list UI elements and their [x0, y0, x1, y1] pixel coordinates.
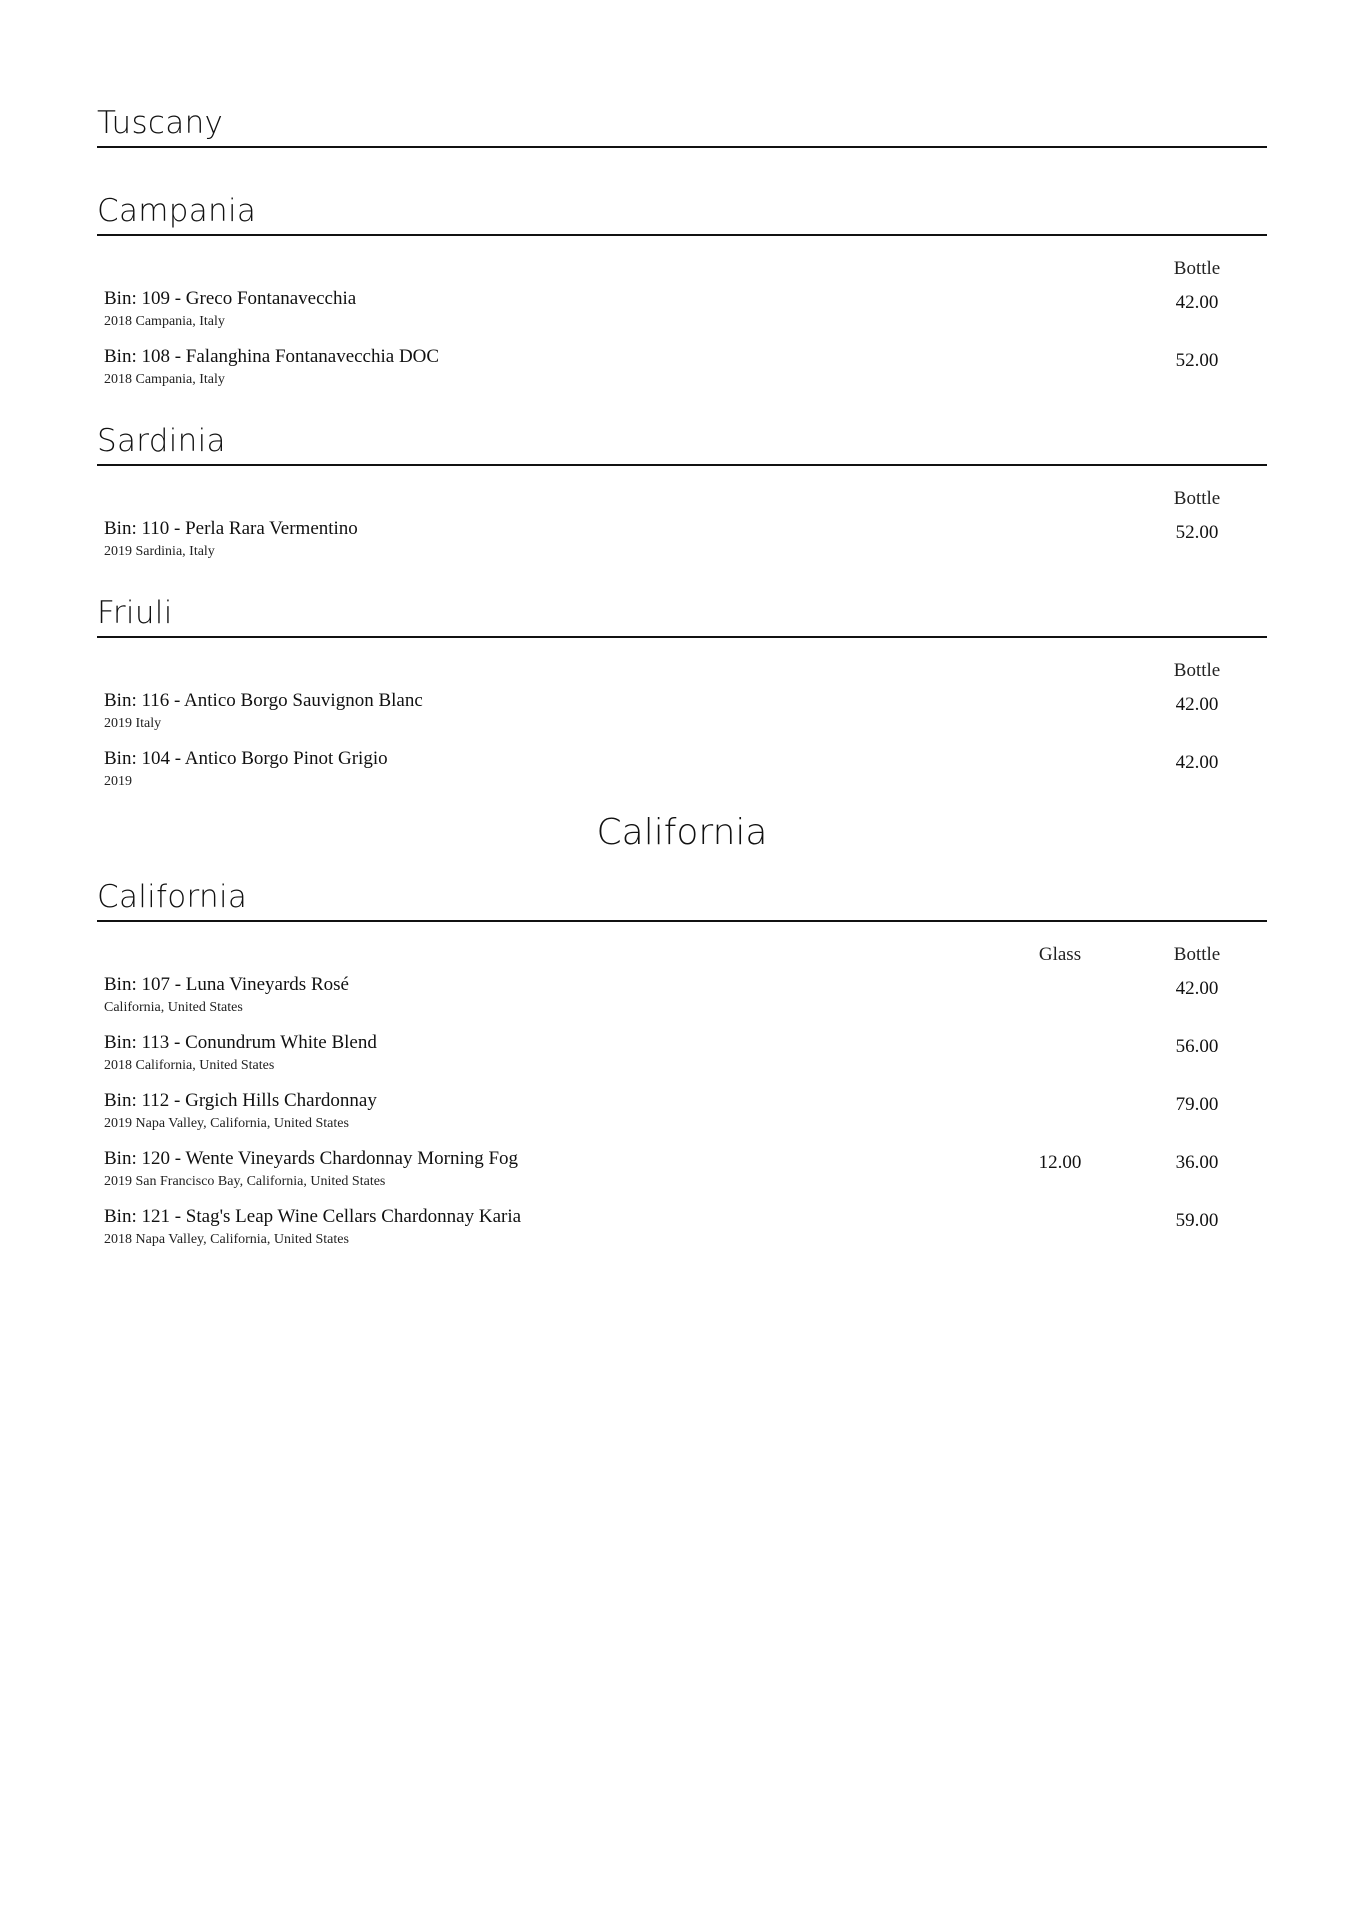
bottle-price: 36.00: [1175, 1152, 1219, 1173]
section-campania: [97, 192, 1267, 402]
wine-origin: California, United States: [104, 1000, 243, 1015]
bottle-column-header: Bottle: [1173, 944, 1221, 965]
wine-table: [97, 660, 1267, 804]
bottle-price: 42.00: [1175, 752, 1219, 773]
wine-row: [97, 516, 1267, 574]
section-california: [97, 878, 1267, 1262]
section-title: California: [97, 878, 1267, 922]
bottle-column-header: Bottle: [1173, 258, 1221, 279]
wine-row: [97, 286, 1267, 344]
section-title: Campania: [97, 192, 1267, 236]
wine-row: [97, 344, 1267, 402]
section-title: Friuli: [97, 594, 1267, 638]
wine-row: [97, 746, 1267, 804]
section-title: Sardinia: [97, 422, 1267, 466]
wine-name: Bin: 113 - Conundrum White Blend: [104, 1032, 377, 1053]
wine-row: [97, 1088, 1267, 1146]
section-tuscany: [97, 104, 1267, 148]
wine-origin: 2019 Italy: [104, 716, 162, 731]
wine-origin: 2018 Campania, Italy: [104, 372, 225, 387]
bottle-price: 79.00: [1175, 1094, 1219, 1115]
wine-table: [97, 488, 1267, 574]
column-headers: [97, 258, 1267, 286]
region-banner-california: California: [596, 812, 768, 853]
bottle-price: 52.00: [1175, 522, 1219, 543]
wine-table: [97, 258, 1267, 402]
glass-column-header: Glass: [1038, 944, 1082, 965]
wine-name: Bin: 109 - Greco Fontanavecchia: [104, 288, 357, 309]
section-sardinia: [97, 422, 1267, 574]
wine-row: [97, 1204, 1267, 1262]
wine-name: Bin: 107 - Luna Vineyards Rosé: [104, 974, 349, 995]
wine-origin: 2018 Napa Valley, California, United States: [104, 1232, 349, 1247]
wine-origin: 2019: [104, 774, 132, 789]
wine-name: Bin: 108 - Falanghina Fontanavecchia DOC: [104, 346, 440, 367]
section-friuli: [97, 594, 1267, 804]
wine-row: [97, 688, 1267, 746]
wine-name: Bin: 121 - Stag's Leap Wine Cellars Chardonnay Karia: [104, 1206, 522, 1227]
wine-origin: 2018 California, United States: [104, 1058, 275, 1073]
bottle-price: 56.00: [1175, 1036, 1219, 1057]
bottle-price: 59.00: [1175, 1210, 1219, 1231]
column-headers: [97, 660, 1267, 688]
wine-row: [97, 972, 1267, 1030]
bottle-column-header: Bottle: [1173, 660, 1221, 681]
glass-price: 12.00: [1038, 1152, 1082, 1173]
wine-name: Bin: 120 - Wente Vineyards Chardonnay Morning Fog: [104, 1148, 519, 1169]
bottle-price: 42.00: [1175, 694, 1219, 715]
section-title: Tuscany: [97, 104, 1267, 148]
bottle-price: 42.00: [1175, 292, 1219, 313]
wine-row: [97, 1146, 1267, 1204]
wine-origin: 2019 Napa Valley, California, United States: [104, 1116, 349, 1131]
column-headers: [97, 488, 1267, 516]
wine-origin: 2019 San Francisco Bay, California, United States: [104, 1174, 386, 1189]
wine-origin: 2018 Campania, Italy: [104, 314, 225, 329]
bottle-price: 52.00: [1175, 350, 1219, 371]
wine-name: Bin: 104 - Antico Borgo Pinot Grigio: [104, 748, 388, 769]
wine-name: Bin: 112 - Grgich Hills Chardonnay: [104, 1090, 377, 1111]
wine-origin: 2019 Sardinia, Italy: [104, 544, 215, 559]
wine-table: [97, 944, 1267, 1262]
wine-row: [97, 1030, 1267, 1088]
column-headers: [97, 944, 1267, 972]
wine-name: Bin: 110 - Perla Rara Vermentino: [104, 518, 358, 539]
bottle-column-header: Bottle: [1173, 488, 1221, 509]
wine-name: Bin: 116 - Antico Borgo Sauvignon Blanc: [104, 690, 423, 711]
bottle-price: 42.00: [1175, 978, 1219, 999]
